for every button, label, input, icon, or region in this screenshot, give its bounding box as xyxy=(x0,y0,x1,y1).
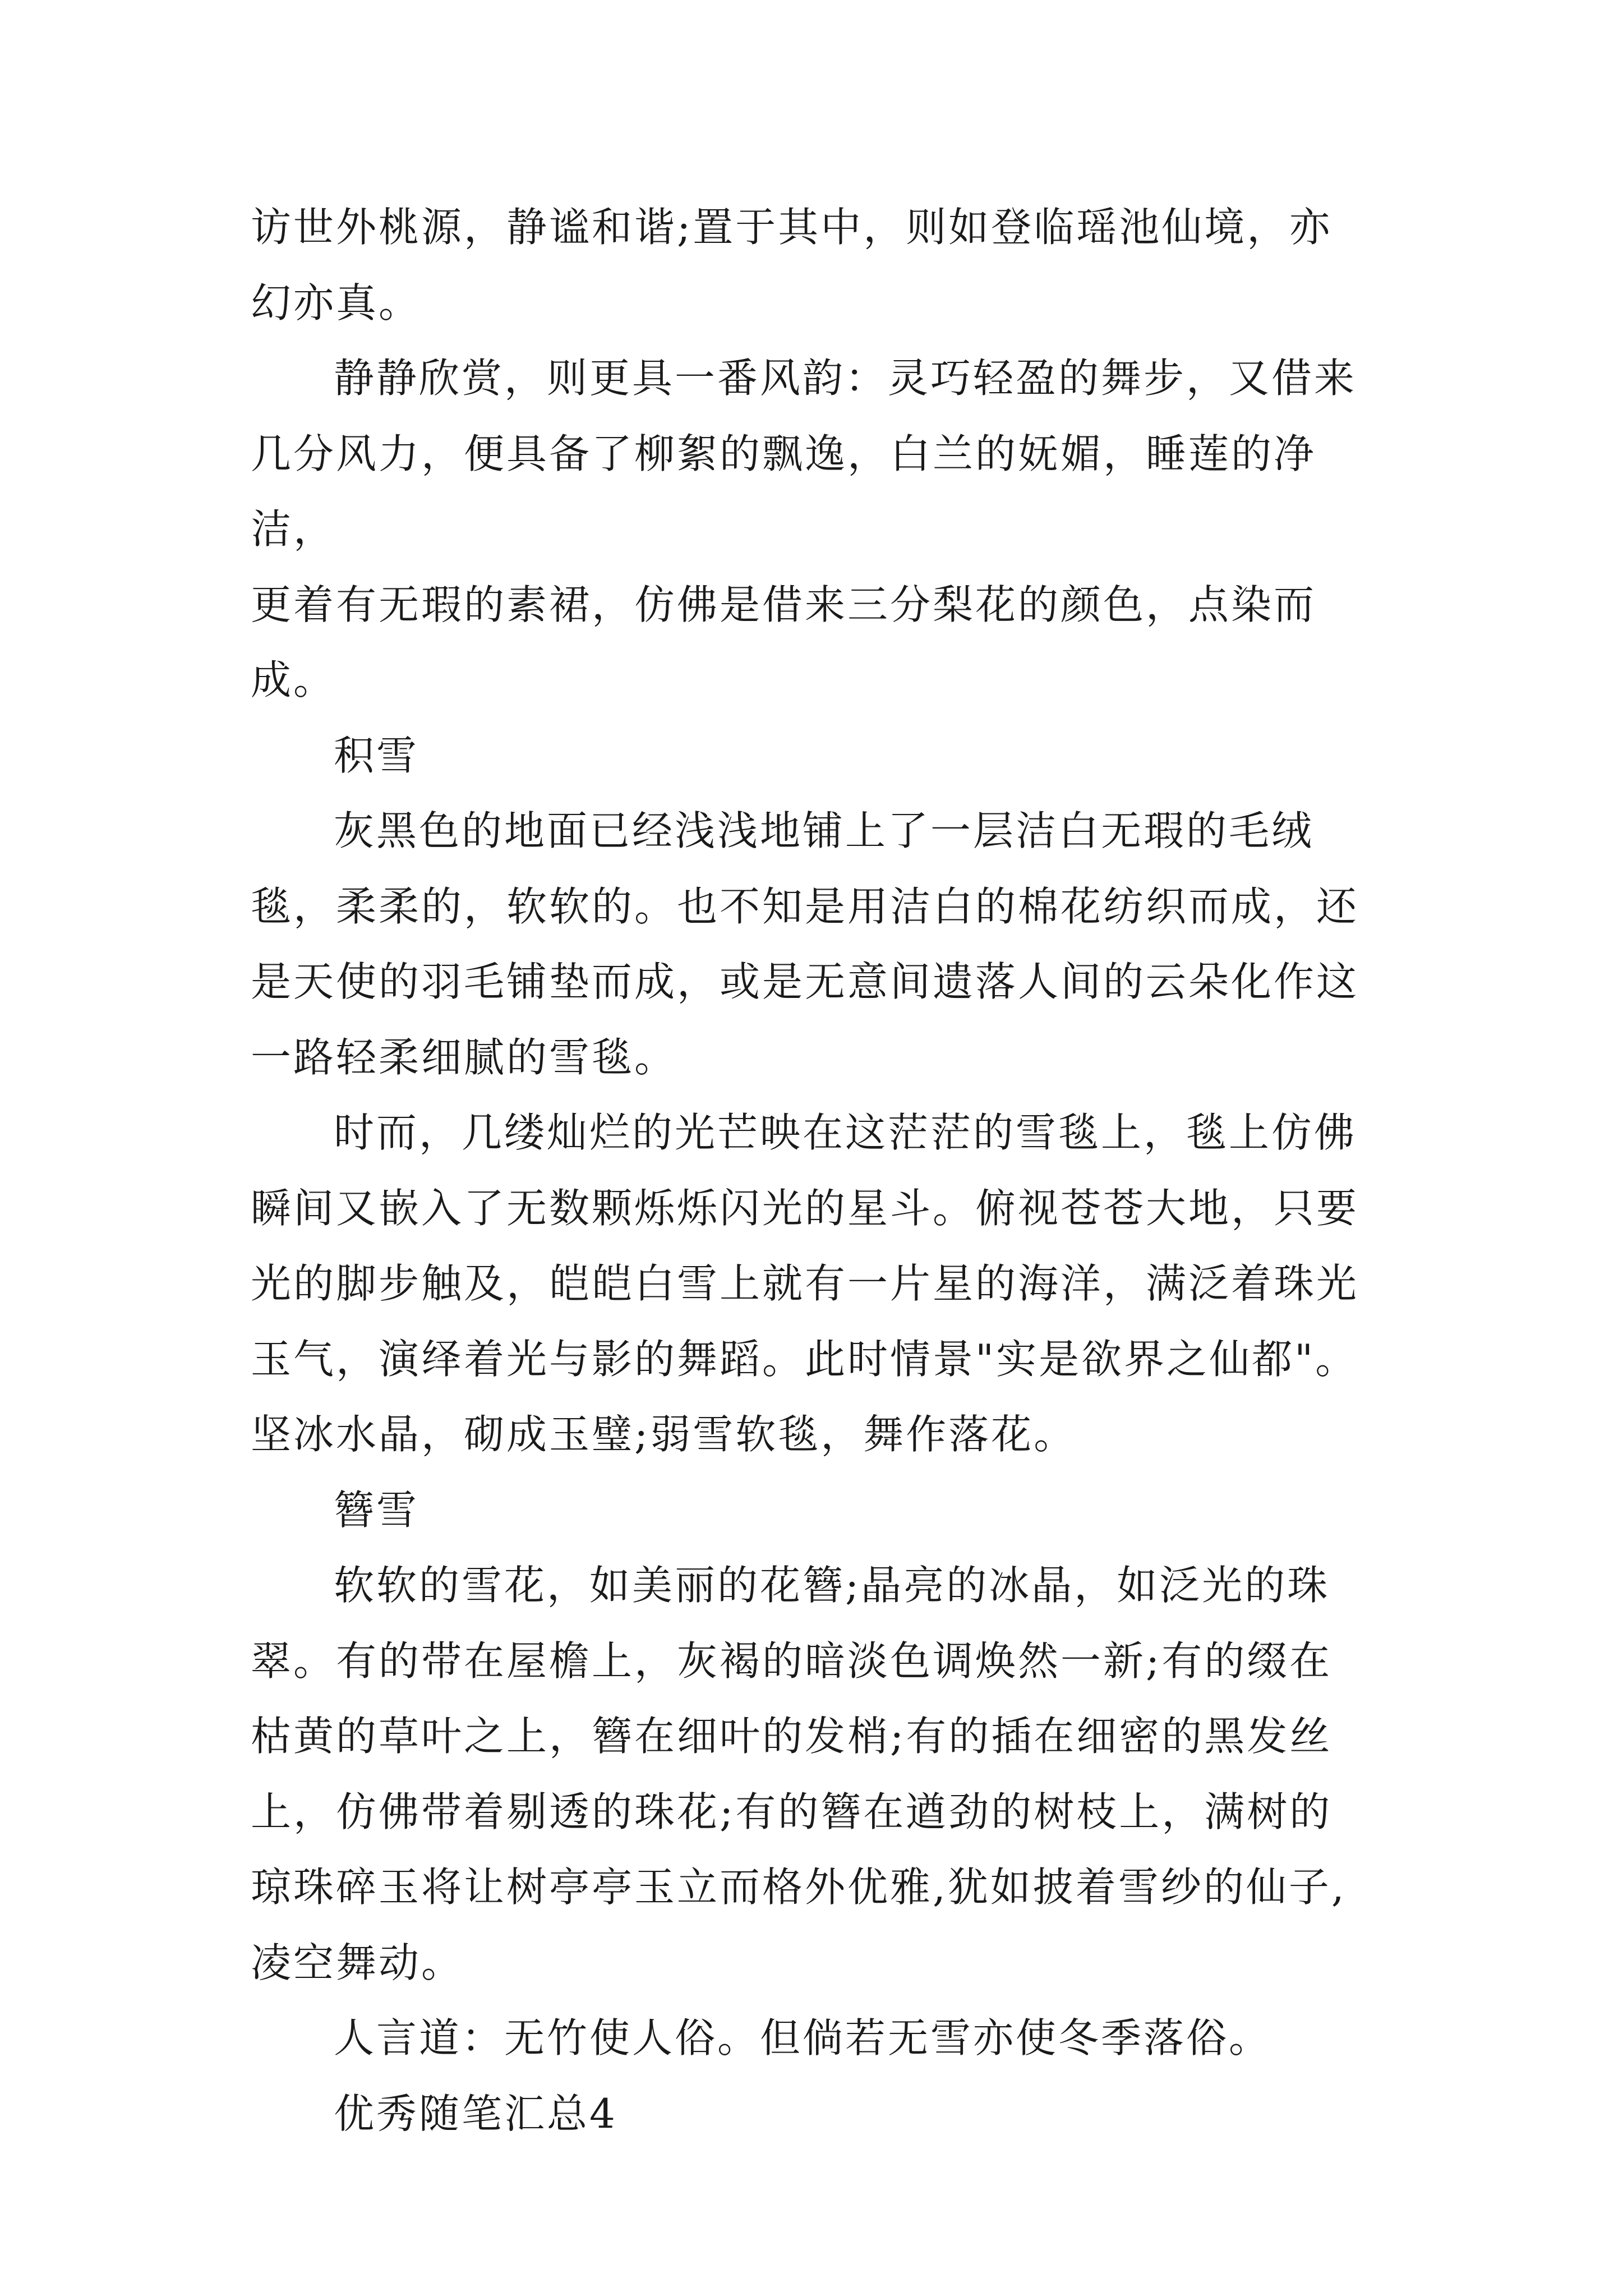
text-line: 上，仿佛带着剔透的珠花;有的簪在遒劲的树枝上，满树的 xyxy=(251,1788,1332,1835)
text-line: 几分风力，便具备了柳絮的飘逸，白兰的妩媚，睡莲的净洁， xyxy=(251,430,1317,553)
section-heading-zanxue xyxy=(251,1473,1389,1548)
document-body xyxy=(251,190,1389,2151)
text-line: 优秀随笔汇总4 xyxy=(334,2090,617,2137)
text-line: 玉气，演绎着光与影的舞蹈。此时情景"实是欲界之仙都"。 xyxy=(251,1335,1358,1383)
text-line: 更着有无瑕的素裙，仿佛是借来三分梨花的颜色，点染而成。 xyxy=(251,581,1317,703)
text-line: 人言道：无竹使人俗。但倘若无雪亦使冬季落俗。 xyxy=(334,2014,1272,2062)
text-line: 坚冰水晶，砌成玉璧;弱雪软毯，舞作落花。 xyxy=(251,1411,1077,1458)
text-line: 凌空舞动。 xyxy=(251,1939,464,1986)
text-line: 一路轻柔细腻的雪毯。 xyxy=(251,1033,677,1081)
paragraph-4 xyxy=(251,1095,1389,1473)
text-line: 簪雪 xyxy=(334,1486,419,1534)
text-line: 静静欣赏，则更具一番风韵：灵巧轻盈的舞步，又借来 xyxy=(334,355,1357,402)
paragraph-5 xyxy=(251,1548,1389,2000)
text-line: 翠。有的带在屋檐上，灰褐的暗淡色调焕然一新;有的缀在 xyxy=(251,1637,1332,1685)
paragraph-2 xyxy=(251,341,1389,718)
section-heading-jixue xyxy=(251,718,1389,794)
text-line: 瞬间又嵌入了无数颗烁烁闪光的星斗。俯视苍苍大地，只要 xyxy=(251,1184,1359,1232)
text-line: 幻亦真。 xyxy=(251,279,422,326)
section-heading-essay-4 xyxy=(251,2076,1389,2152)
text-line: 毯，柔柔的，软软的。也不知是用洁白的棉花纺织而成，还 xyxy=(251,882,1359,930)
text-line: 琼珠碎玉将让树亭亭玉立而格外优雅,犹如披着雪纱的仙子, xyxy=(251,1864,1347,1911)
paragraph-3 xyxy=(251,793,1389,1095)
text-line: 积雪 xyxy=(334,731,419,779)
text-line: 是天使的羽毛铺垫而成，或是无意间遗落人间的云朵化作这 xyxy=(251,958,1359,1005)
text-line: 灰黑色的地面已经浅浅地铺上了一层洁白无瑕的毛绒 xyxy=(334,807,1315,854)
text-line: 访世外桃源，静谧和谐;置于其中，则如登临瑶池仙境，亦 xyxy=(251,204,1332,251)
paragraph-6 xyxy=(251,2000,1389,2076)
text-line: 软软的雪花，如美丽的花簪;晶亮的冰晶，如泛光的珠 xyxy=(334,1562,1330,1609)
text-line: 枯黄的草叶之上，簪在细叶的发梢;有的插在细密的黑发丝 xyxy=(251,1713,1332,1760)
text-line: 时而，几缕灿烂的光芒映在这茫茫的雪毯上，毯上仿佛 xyxy=(334,1109,1357,1156)
text-line: 光的脚步触及，皑皑白雪上就有一片星的海洋，满泛着珠光 xyxy=(251,1260,1359,1307)
paragraph-1 xyxy=(251,190,1389,341)
